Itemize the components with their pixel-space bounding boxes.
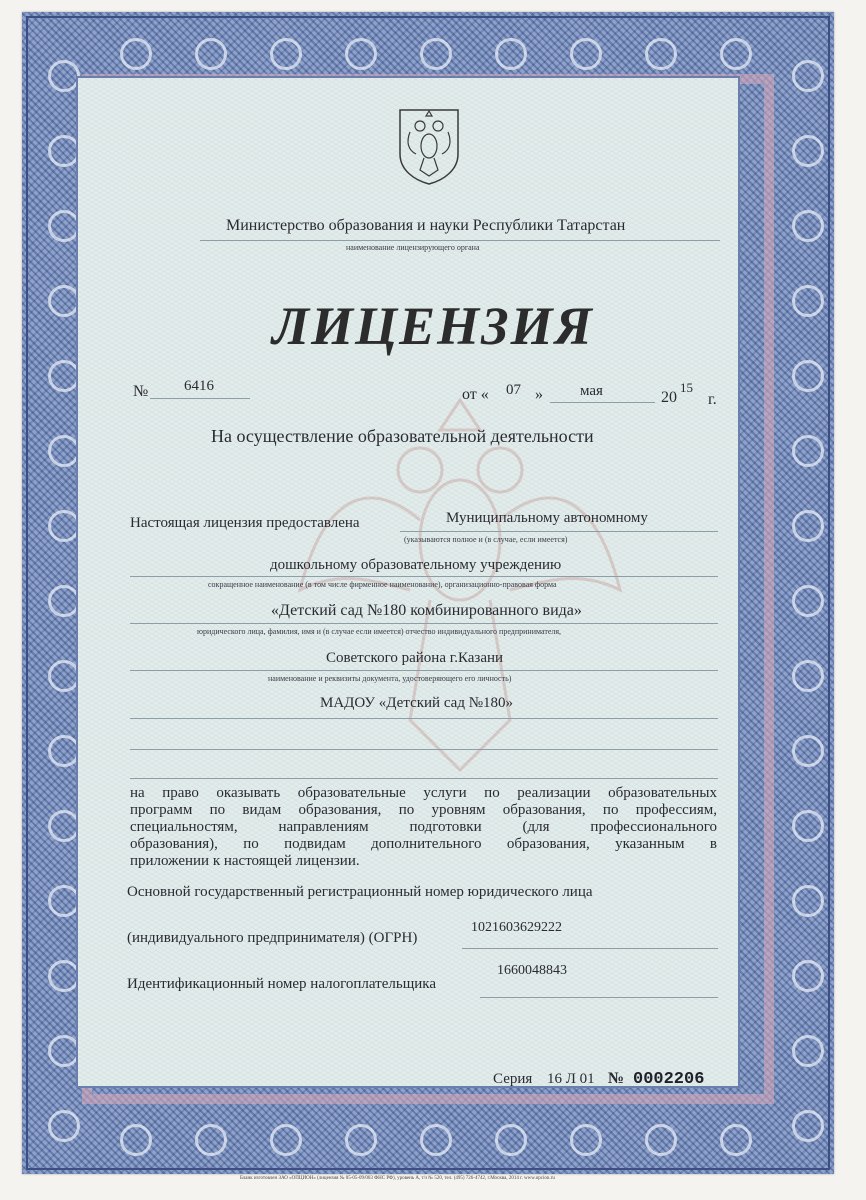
rosette-ornament [48,1110,80,1142]
grantee-rule-3 [130,623,718,624]
rosette-ornament [345,38,377,70]
rosette-ornament [792,210,824,242]
grantee-line-5: МАДОУ «Детский сад №180» [320,695,514,711]
series-label: Серия [493,1071,533,1087]
grantee-rule-7 [130,778,718,779]
issuer-caption: наименование лицензирующего органа [346,243,480,252]
series-number-label: № [608,1070,625,1087]
rosette-ornament [792,810,824,842]
grantee-caption-4: наименование и реквизиты документа, удостоверяющего его личность) [268,674,512,683]
grantee-line-3: «Детский сад №180 комбинированного вида» [271,602,582,619]
rosette-ornament [270,1124,302,1156]
rosette-ornament [495,1124,527,1156]
month-line [550,402,655,403]
coat-of-arms-icon [396,106,462,186]
rosette-ornament [792,735,824,767]
rosette-ornament [645,1124,677,1156]
rights-line: специальностям, направлениям подготовки (для профессионального [130,819,717,835]
rosette-ornament [792,360,824,392]
grantee-caption-2: сокращенное наименование (в том числе фирменное наименование), организационно-правовая форма [208,580,557,589]
issuer-name: Министерство образования и науки Республики Татарстан [226,217,626,234]
rights-line: приложении к настоящей лицензии. [130,853,360,869]
ogrn-label-1: Основной государственный регистрационный номер юридического лица [127,884,593,900]
rights-paragraph [130,785,717,870]
rosette-ornament [792,510,824,542]
rosette-ornament [792,660,824,692]
rosette-ornament [195,38,227,70]
grantee-intro: Настоящая лицензия предоставлена [130,515,360,531]
inn-label: Идентификационный номер налогоплательщика [127,976,437,992]
rights-line: на право оказывать образовательные услуги по реализации образовательных [130,785,717,801]
rights-line: программ по видам образования, по уровням образования, по профессиям, [130,802,717,818]
rosette-ornament [792,1035,824,1067]
grantee-line-4: Советского района г.Казани [326,650,504,666]
rights-line: образования), по подвидам дополнительного образования, указанным в [130,836,717,852]
rosette-ornament [420,38,452,70]
license-number: 6416 [184,378,214,394]
ogrn-value: 1021603629222 [471,920,562,935]
rosette-ornament [792,60,824,92]
rosette-ornament [792,585,824,617]
grantee-rule-1 [400,531,718,532]
date-day-suffix: » [535,386,543,403]
number-prefix: № [133,383,149,400]
serial-number: 0002206 [633,1070,705,1089]
number-line [150,398,250,399]
grantee-rule-2 [130,576,718,577]
rosette-ornament [792,885,824,917]
rosette-ornament [792,1110,824,1142]
grantee-caption-3: юридического лица, фамилия, имя и (в случае если имеется) отчество индивидуального предпринимателя, [197,627,562,636]
grantee-rule-6 [130,749,718,750]
rosette-ornament [720,1124,752,1156]
rosette-ornament [570,1124,602,1156]
rosette-ornament [570,38,602,70]
year-prefix: 20 [661,389,677,406]
ogrn-label-2: (индивидуального предпринимателя) (ОГРН) [127,930,418,946]
year-suffix: 15 [680,380,693,395]
inn-value: 1660048843 [497,963,567,978]
print-footer: Бланк изготовлен ЗАО «ОПЦИОН» (лицензия № 05-05-09/003 ФНС РФ), уровень А, т/з № 520, тел. (495) 726-4742, г.Москва, 2014 г. www.opcion.ru [240,1176,555,1181]
license-purpose: На осуществление образовательной деятельности [211,426,594,446]
watermark-eagle-icon [280,390,640,810]
rosette-ornament [792,960,824,992]
rosette-ornament [345,1124,377,1156]
date-month: мая [580,383,603,399]
rosette-ornament [195,1124,227,1156]
year-end: г. [708,391,717,408]
rosette-ornament [120,1124,152,1156]
date-day: 07 [506,382,521,398]
grantee-line-2: дошкольному образовательному учреждению [270,557,562,573]
inn-line [480,997,718,998]
issuer-line [200,240,720,241]
rosette-ornament [120,38,152,70]
grantee-caption-1: (указываются полное и (в случае, если имеется) [404,535,568,544]
rosette-ornament [420,1124,452,1156]
document-title: ЛИЦЕНЗИЯ [272,296,594,356]
series-value: 16 Л 01 [547,1071,595,1087]
rosette-ornament [792,135,824,167]
ogrn-line [462,948,718,949]
date-prefix: от « [462,386,489,403]
rosette-ornament [645,38,677,70]
grantee-rule-4 [130,670,718,671]
rosette-ornament [270,38,302,70]
grantee-rule-5 [130,718,718,719]
rosette-ornament [720,38,752,70]
rosette-ornament [792,435,824,467]
rosette-ornament [495,38,527,70]
grantee-line-1: Муниципальному автономному [446,510,648,526]
